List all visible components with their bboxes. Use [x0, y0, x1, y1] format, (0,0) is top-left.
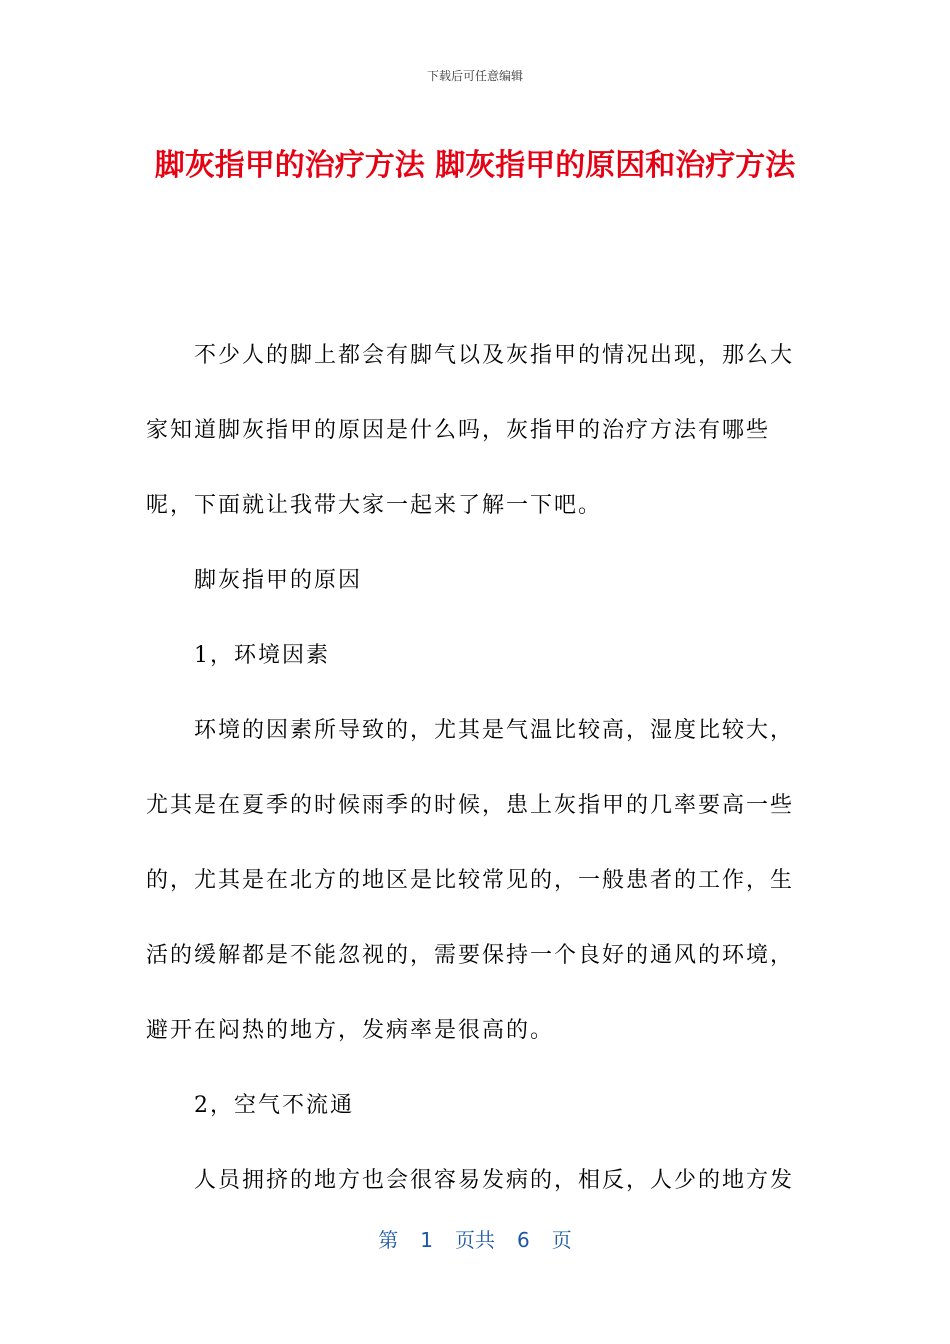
document-body: [146, 318, 806, 1218]
document-title: 脚灰指甲的治疗方法 脚灰指甲的原因和治疗方法: [154, 148, 796, 183]
footer-total-pages: 6: [517, 1228, 530, 1252]
header-note: 下载后可任意编辑: [426, 69, 523, 83]
section-heading-causes: 脚灰指甲的原因: [194, 568, 363, 593]
footer-middle: 页共: [455, 1228, 495, 1252]
paragraph-air: 人员拥挤的地方也会很容易发病的，相反，人少的地方发: [194, 1168, 795, 1193]
page-footer: [0, 1224, 950, 1253]
subheading-environment: 1，环境因素: [194, 643, 330, 668]
subheading-air: 2，空气不流通: [194, 1093, 354, 1118]
footer-suffix: 页: [551, 1228, 572, 1252]
footer-prefix: 第: [378, 1228, 399, 1252]
paragraph-environment: 环境的因素所导致的，尤其是气温比较高，湿度比较大，尤其是在夏季的时候雨季的时候，患上灰指甲的几率要高一些的，尤其是在北方的地区是比较常见的，一般患者的工作，生活的缓解都是不能忽视的，需要保持一个良好的通风的环境，避开在闷热的地方，发病率是很高的。: [146, 718, 795, 1043]
paragraph-intro: 不少人的脚上都会有脚气以及灰指甲的情况出现，那么大家知道脚灰指甲的原因是什么吗，灰指甲的治疗方法有哪些呢，下面就让我带大家一起来了解一下吧。: [146, 343, 795, 518]
footer-current-page: 1: [420, 1228, 433, 1252]
